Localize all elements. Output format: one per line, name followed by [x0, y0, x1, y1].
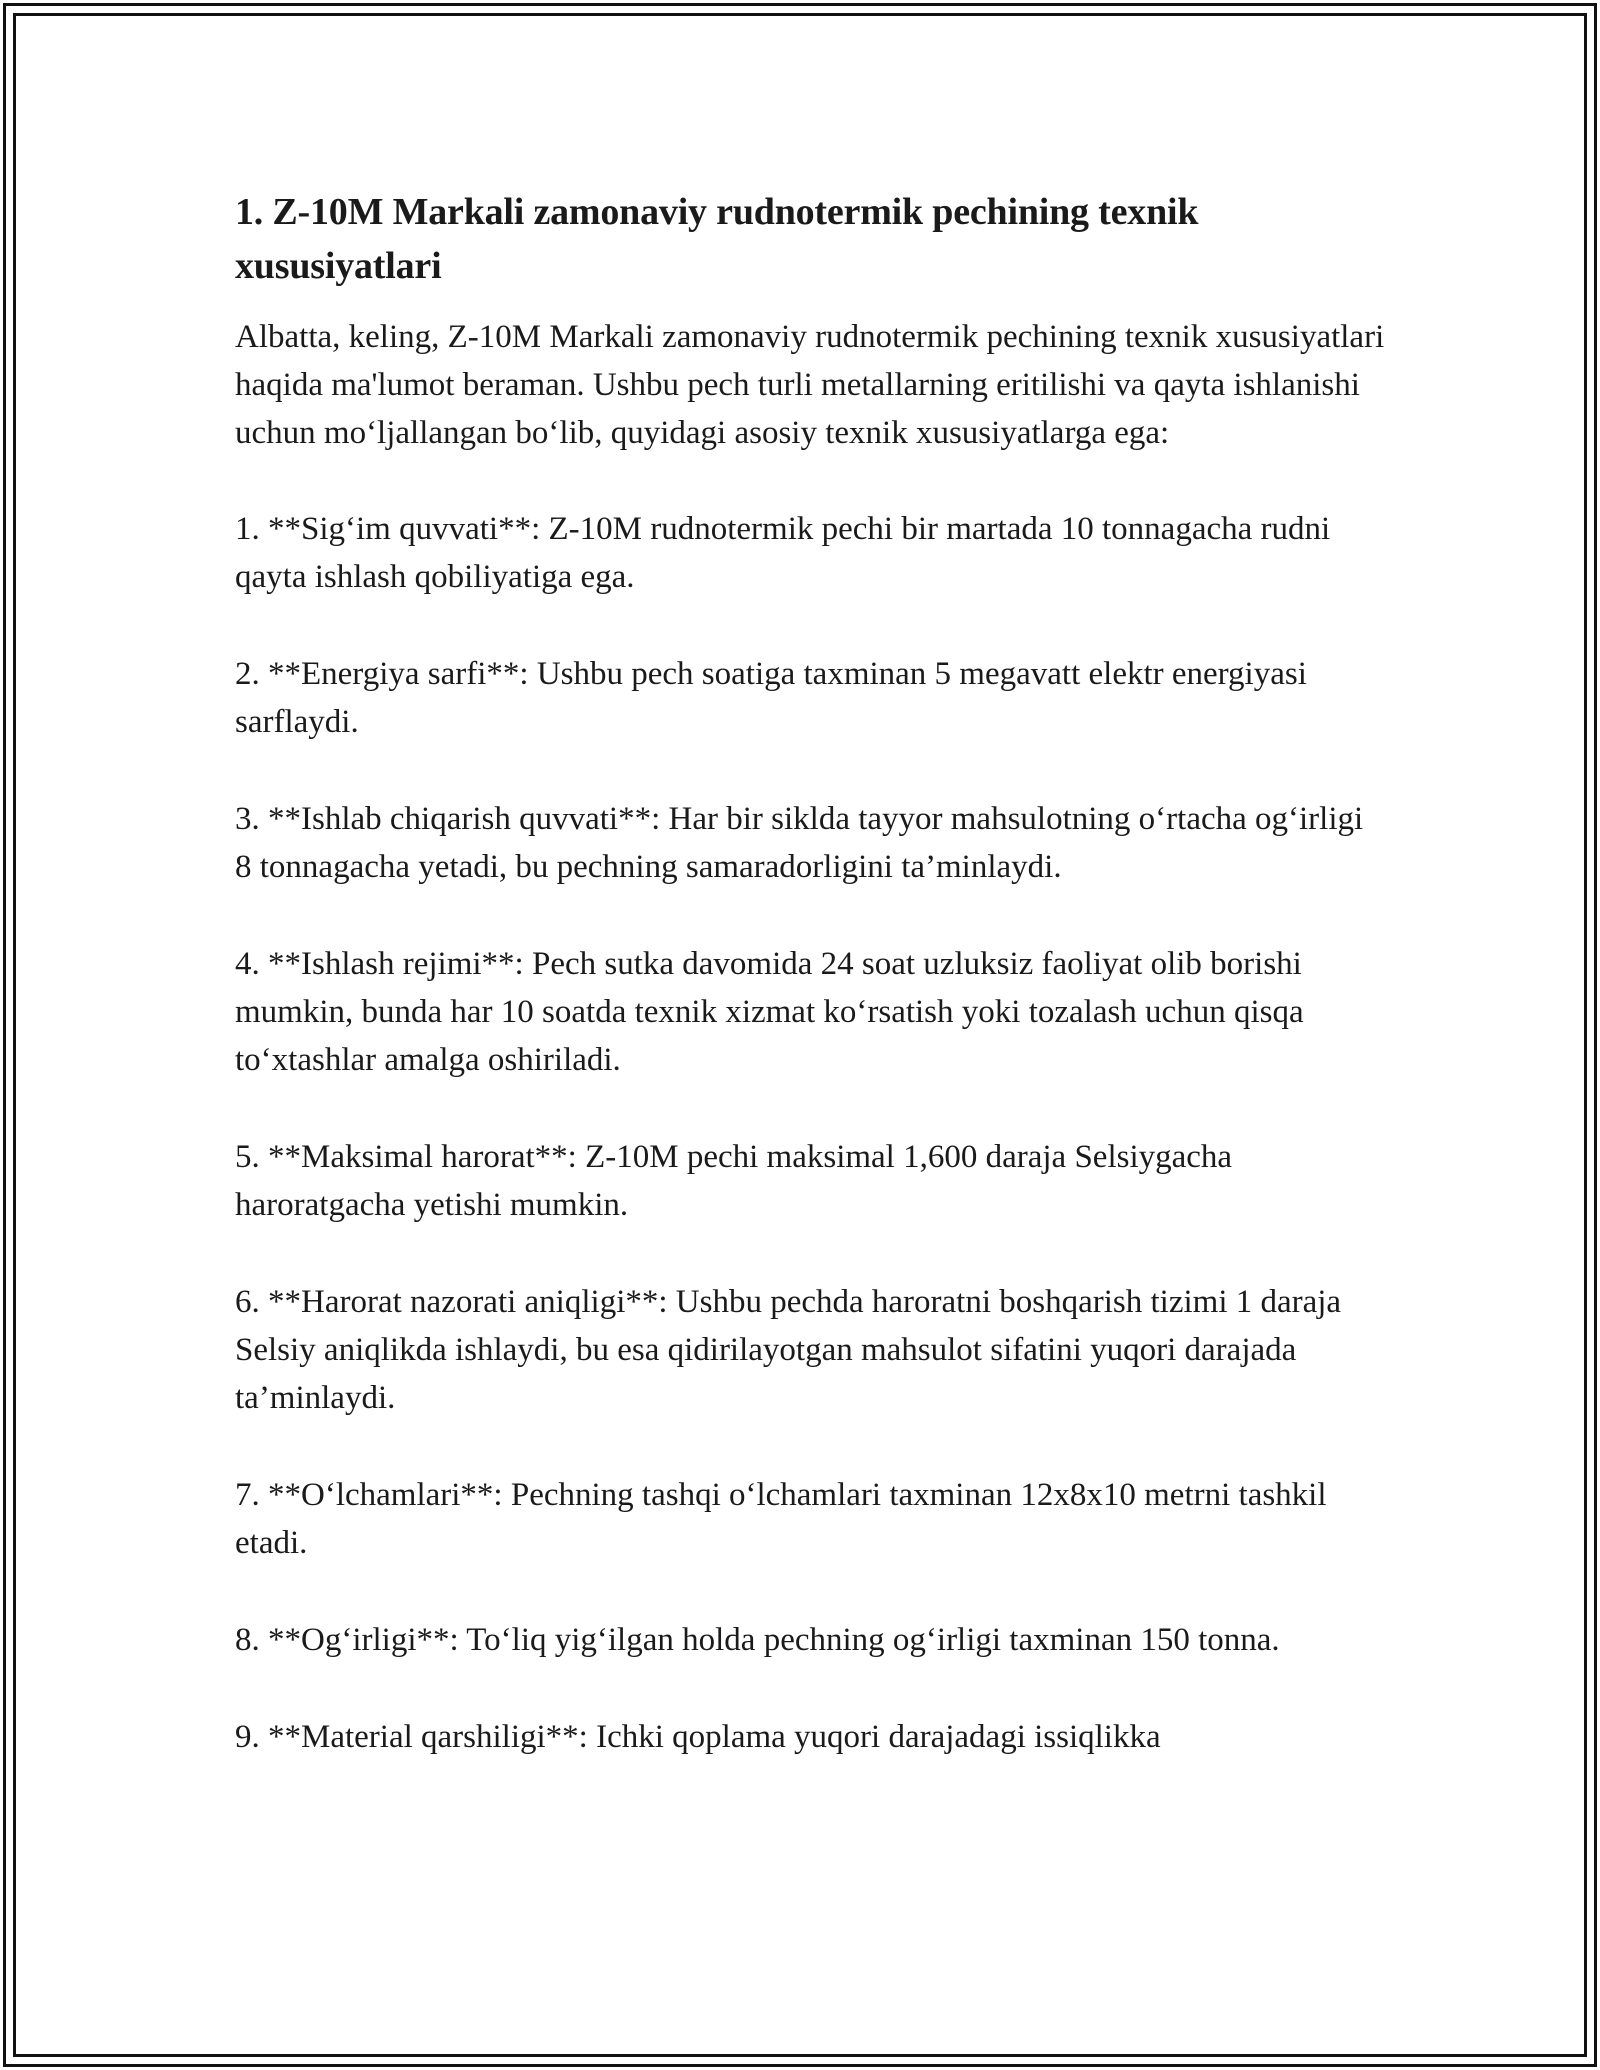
intro-paragraph: Albatta, keling, Z-10M Markali zamonaviy rudnotermik pechining texnik xususiyatlari haqida ma'lumot beraman. Ushbu pech turli metallarning eritilishi va qayta ishlanishi uchun mo‘ljallangan bo‘lib, quyidagi asosiy texnik xususiyatlarga ega: — [235, 319, 1385, 451]
list-item: 5. **Maksimal harorat**: Z-10M pechi maksimal 1,600 daraja Selsiygacha haroratgacha yetishi mumkin. — [235, 1139, 1233, 1223]
list-item: 7. **O‘lchamlari**: Pechning tashqi o‘lchamlari taxminan 12x8x10 metrni tashkil etadi. — [235, 1477, 1327, 1561]
document-body — [235, 185, 1385, 1810]
list-item: 1. **Sig‘im quvvati**: Z-10M rudnotermik pechi bir martada 10 tonnagacha rudni qayta ishlash qobiliyatiga ega. — [235, 511, 1331, 595]
list-item: 8. **Og‘irligi**: To‘liq yig‘ilgan holda pechning og‘irligi taxminan 150 tonna. — [235, 1622, 1280, 1658]
list-item: 3. **Ishlab chiqarish quvvati**: Har bir siklda tayyor mahsulotning o‘rtacha og‘irligi 8 tonnagacha yetadi, bu pechning samaradorligini ta’minlaydi. — [235, 801, 1364, 885]
list-item: 6. **Harorat nazorati aniqligi**: Ushbu pechda haroratni boshqarish tizimi 1 daraja Selsiy aniqlikda ishlaydi, bu esa qidirilayotgan mahsulot sifatini yuqori darajada ta’minlaydi. — [235, 1284, 1342, 1416]
document-title: 1. Z-10M Markali zamonaviy rudnotermik pechining texnik xususiyatlari — [235, 191, 1199, 287]
list-item: 9. **Material qarshiligi**: Ichki qoplama yuqori darajadagi issiqlikka — [235, 1719, 1161, 1755]
list-item: 2. **Energiya sarfi**: Ushbu pech soatiga taxminan 5 megavatt elektr energiyasi sarflaydi. — [235, 656, 1307, 740]
list-item: 4. **Ishlash rejimi**: Pech sutka davomida 24 soat uzluksiz faoliyat olib borishi mumkin, bunda har 10 soatda texnik xizmat ko‘rsatish yoki tozalash uchun qisqa to‘xtashlar amalga oshiriladi. — [235, 946, 1304, 1078]
